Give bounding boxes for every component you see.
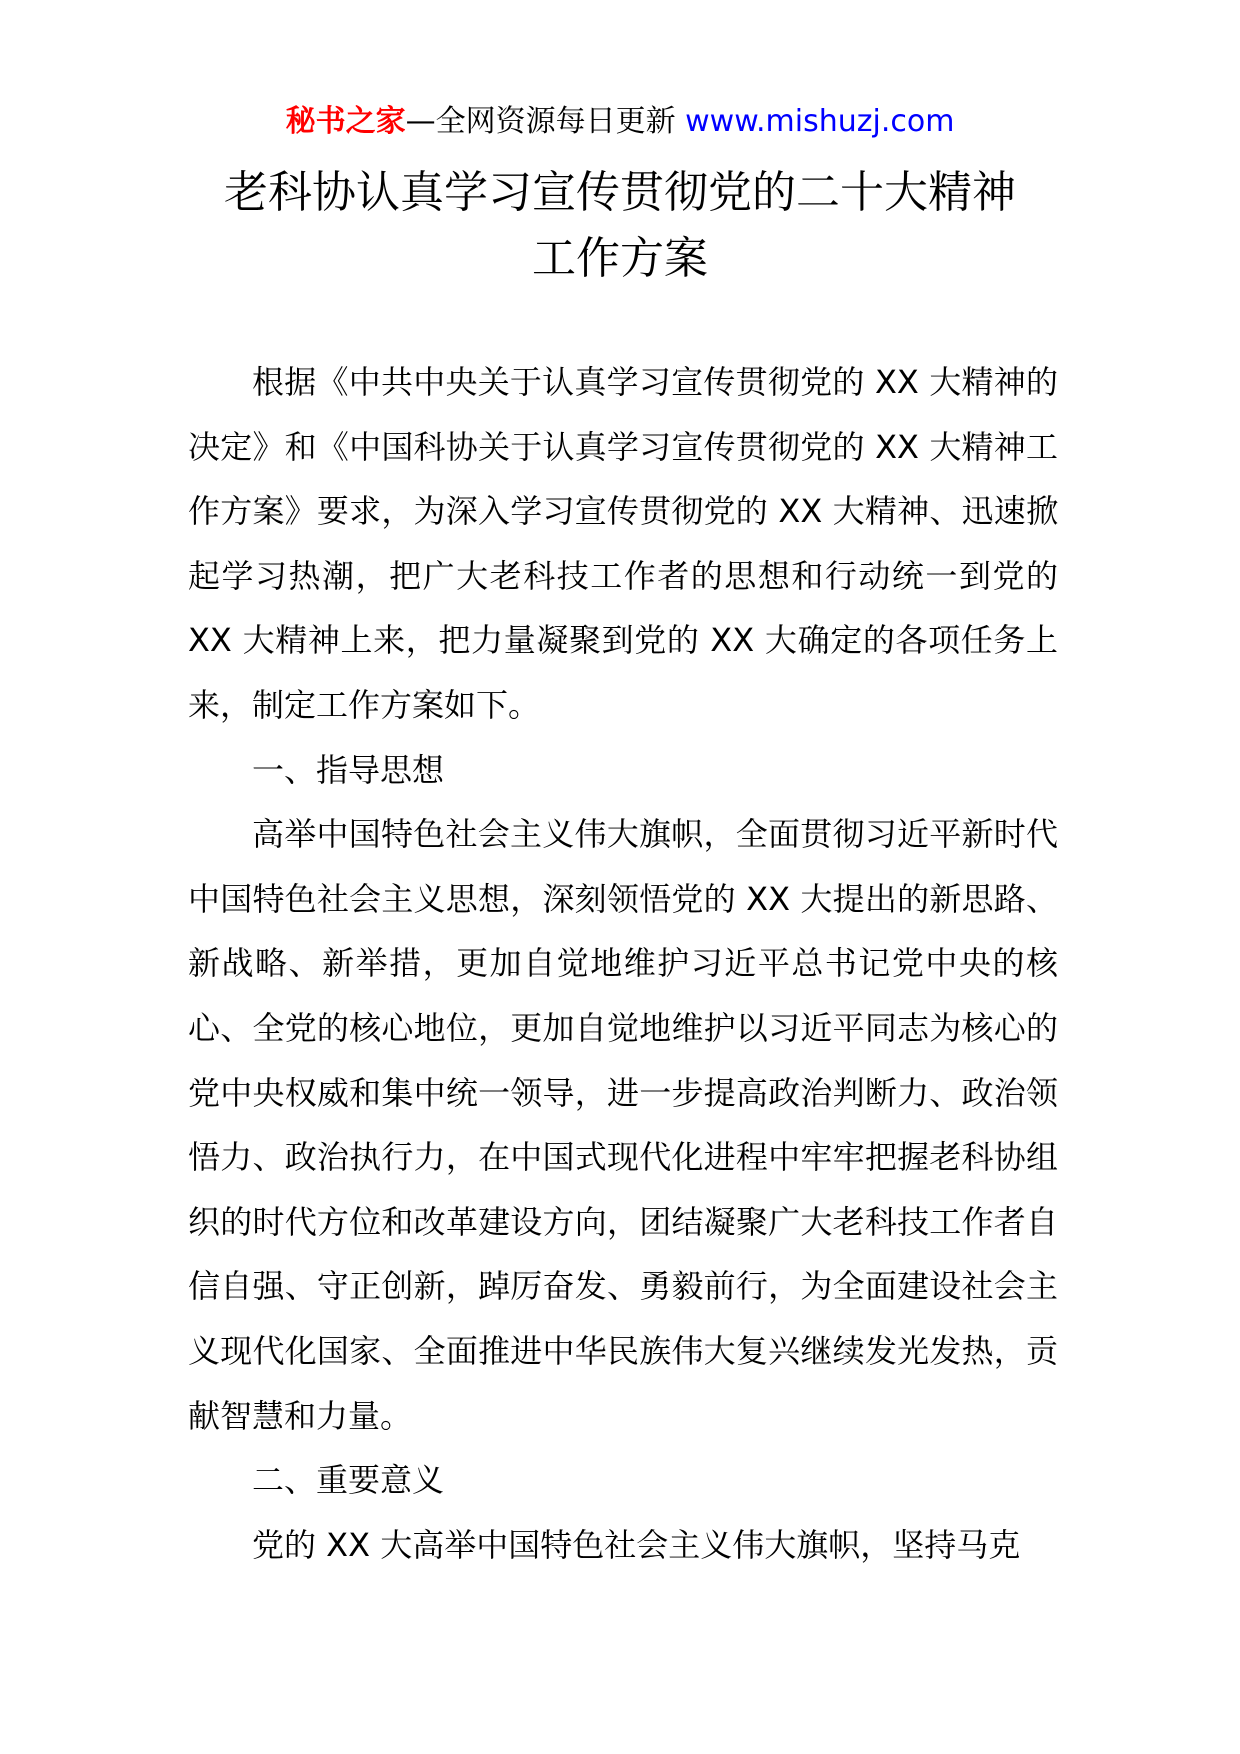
site-header xyxy=(0,100,1240,144)
intro-paragraph: 根据《中共中央关于认真学习宣传贯彻党的 XX 大精神的决定》和《中国科协关于认真学习宣传贯彻党的 XX 大精神工作方案》要求，为深入学习宣传贯彻党的 XX 大精神、迅速掀起学习热潮，把广大老科技工作者的思想和行动统一到党的 XX 大精神上来，把力量凝聚到党的 XX 大确定的各项任务上来，制定工作方案如下。 xyxy=(188,363,1058,724)
guiding-ideology-paragraph: 高举中国特色社会主义伟大旗帜，全面贯彻习近平新时代中国特色社会主义思想，深刻领悟党的 XX 大提出的新思路、新战略、新举措，更加自觉地维护习近平总书记党中央的核心、全党的核心地位，更加自觉地维护以习近平同志为核心的党中央权威和集中统一领导，进一步提高政治判断力、政治领悟力、政治执行力，在中国式现代化进程中牢牢把握老科协组织的时代方位和改革建设方向，团结凝聚广大老科技工作者自信自强、守正创新，踔厉奋发、勇毅前行，为全面建设社会主义现代化国家、全面推进中华民族伟大复兴继续发光发热，贡献智慧和力量。 xyxy=(188,815,1058,1435)
site-name: 秘书之家 xyxy=(285,104,406,139)
document-title-line-2: 工作方案 xyxy=(532,233,708,284)
site-url-link[interactable]: www.mishuzj.com xyxy=(685,104,955,139)
document-title-line-1: 老科协认真学习宣传贯彻党的二十大精神 xyxy=(224,167,1016,218)
document-body xyxy=(188,350,1058,1577)
document-title xyxy=(0,160,1240,292)
significance-paragraph: 党的 XX 大高举中国特色社会主义伟大旗帜，坚持马克 xyxy=(252,1525,1021,1564)
section-heading-guiding-ideology: 一、指导思想 xyxy=(252,750,445,789)
section-heading-significance: 二、重要意义 xyxy=(252,1461,445,1500)
site-tagline: —全网资源每日更新 xyxy=(405,104,686,139)
